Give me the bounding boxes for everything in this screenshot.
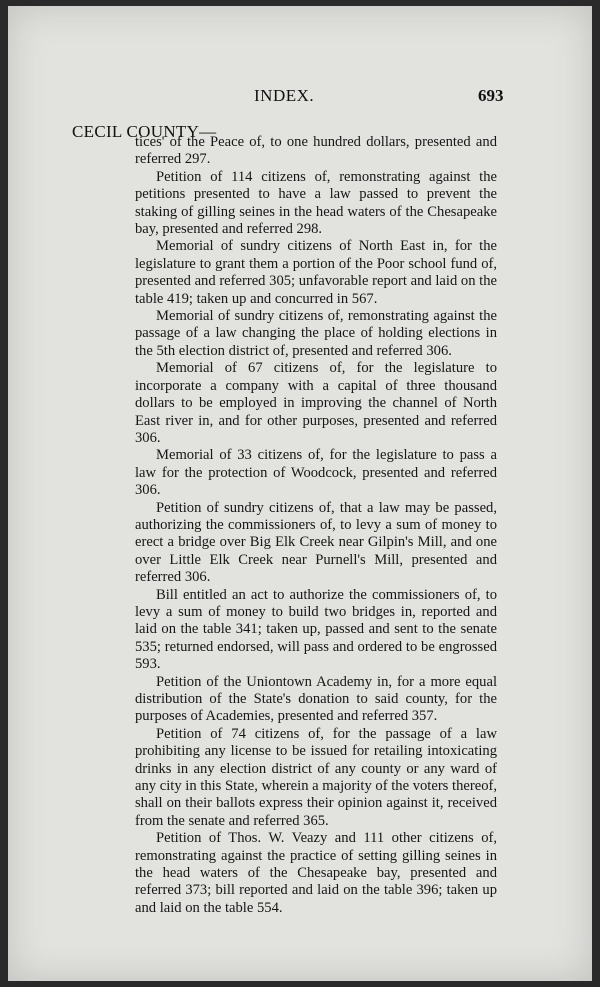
index-entry: Memorial of 33 citizens of, for the legislature to pass a law for the protection of Woodcock, presented and referred 306. bbox=[135, 447, 497, 499]
index-title: INDEX. bbox=[254, 86, 315, 105]
index-entry: Petition of 74 citizens of, for the passage of a law prohibiting any license to be issued for retailing intoxicating drinks in any election district of any county or any ward of any city in this State, wherein a majority of the voters thereof, shall on their ballots express their opinion against it, received from the senate and referred 365. bbox=[135, 725, 497, 829]
index-entries bbox=[135, 134, 497, 917]
index-entry: Petition of sundry citizens of, that a law may be passed, authorizing the commissioners of, to levy a sum of money to erect a bridge over Big Elk Creek near Gilpin's Mill, and one over Little Elk Creek near Purnell's Mill, presented and referred 306. bbox=[135, 499, 497, 586]
index-entry: Petition of the Uniontown Academy in, for a more equal distribution of the State's donation to said county, for the purposes of Academies, presented and referred 357. bbox=[135, 673, 497, 725]
county-heading: CECIL COUNTY— bbox=[72, 122, 217, 141]
index-entry: Petition of 114 citizens of, remonstrating against the petitions presented to have a law passed to prevent the staking of gilling seines in the head waters of the Chesapeake bay, presented and referred 298. bbox=[135, 168, 497, 238]
index-entry: Petition of Thos. W. Veazy and 111 other citizens of, remonstrating against the practice of setting gilling seines in the head waters of the Chesapeake bay, presented and referred 373; bill reported and laid on the table 396; taken up and laid on the table 554. bbox=[135, 830, 497, 916]
page-number: 693 bbox=[478, 86, 504, 105]
index-entry: Bill entitled an act to authorize the commissioners of, to levy a sum of money to build two bridges in, reported and laid on the table 341; taken up, passed and sent to the senate 535; returned endorsed, will pass and ordered to be engrossed 593. bbox=[135, 586, 497, 673]
index-entry: Memorial of sundry citizens of North East in, for the legislature to grant them a portion of the Poor school fund of, presented and referred 305; unfavorable report and laid on the table 419; taken up and concurred in 567. bbox=[135, 238, 497, 307]
index-entry: Memorial of sundry citizens of, remonstrating against the passage of a law changing the place of holding elections in the 5th election district of, presented and referred 306. bbox=[135, 308, 497, 359]
document-page bbox=[8, 6, 592, 981]
index-entry: tices' of the Peace of, to one hundred dollars, presented and referred 297. bbox=[135, 134, 497, 168]
running-header bbox=[8, 86, 592, 110]
index-entry: Memorial of 67 citizens of, for the legislature to incorporate a company with a capital of three thousand dollars to be employed in improving the channel of North East river in, and for other purposes, presented and referred 306. bbox=[135, 360, 497, 446]
